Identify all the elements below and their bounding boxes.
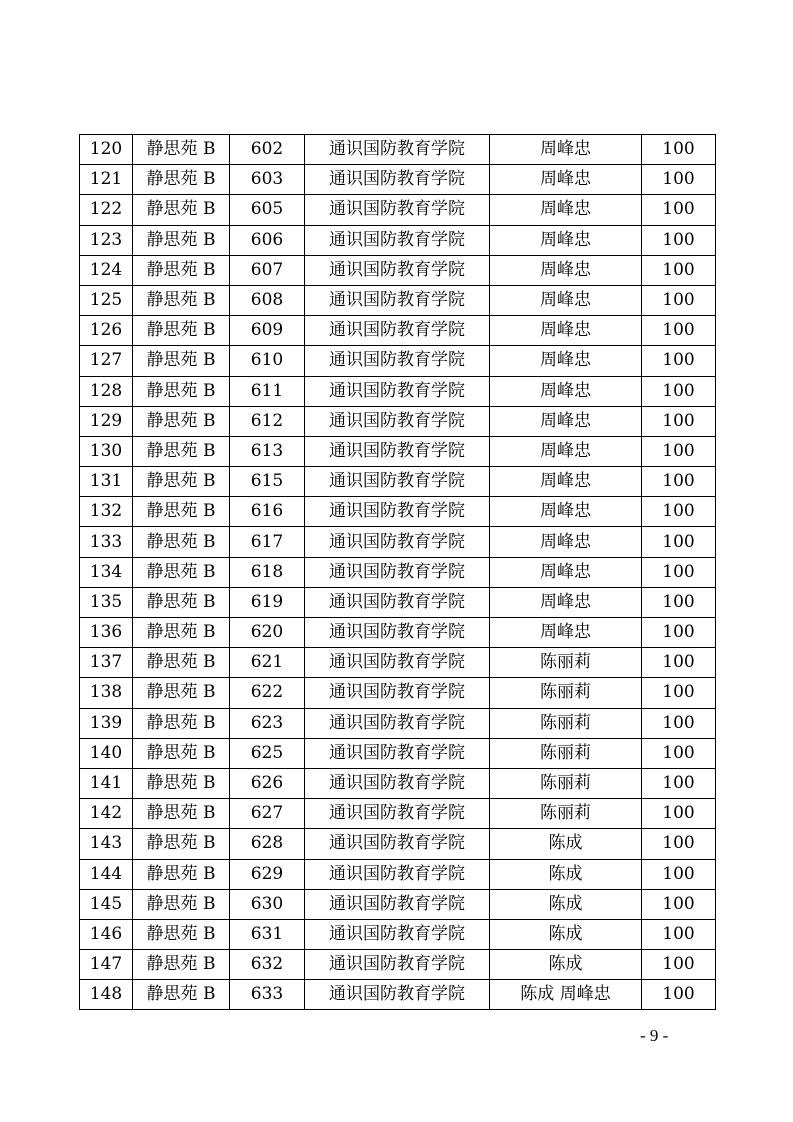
score-cell: 100 (642, 255, 716, 285)
person-cell: 周峰忠 (490, 436, 642, 466)
score-cell: 100 (642, 497, 716, 527)
table-row (80, 919, 716, 949)
row-number-cell: 134 (80, 557, 133, 587)
building-cell: 静思苑 B (133, 829, 230, 859)
person-cell: 陈丽莉 (490, 708, 642, 738)
person-cell: 陈丽莉 (490, 738, 642, 768)
row-number-cell: 124 (80, 255, 133, 285)
college-cell: 通识国防教育学院 (305, 557, 490, 587)
room-number-cell: 609 (230, 316, 305, 346)
building-cell: 静思苑 B (133, 346, 230, 376)
building-cell: 静思苑 B (133, 527, 230, 557)
person-cell: 周峰忠 (490, 316, 642, 346)
room-number-cell: 627 (230, 799, 305, 829)
score-cell: 100 (642, 950, 716, 980)
building-cell: 静思苑 B (133, 557, 230, 587)
table-row (80, 678, 716, 708)
table-row (80, 406, 716, 436)
table-row (80, 195, 716, 225)
row-number-cell: 120 (80, 135, 133, 165)
person-cell: 陈成 (490, 889, 642, 919)
room-number-cell: 633 (230, 980, 305, 1010)
room-number-cell: 606 (230, 225, 305, 255)
room-number-cell: 621 (230, 648, 305, 678)
college-cell: 通识国防教育学院 (305, 527, 490, 557)
row-number-cell: 132 (80, 497, 133, 527)
score-cell: 100 (642, 557, 716, 587)
building-cell: 静思苑 B (133, 648, 230, 678)
row-number-cell: 148 (80, 980, 133, 1010)
building-cell: 静思苑 B (133, 316, 230, 346)
building-cell: 静思苑 B (133, 889, 230, 919)
score-cell: 100 (642, 527, 716, 557)
college-cell: 通识国防教育学院 (305, 436, 490, 466)
score-cell: 100 (642, 980, 716, 1010)
building-cell: 静思苑 B (133, 738, 230, 768)
person-cell: 周峰忠 (490, 255, 642, 285)
college-cell: 通识国防教育学院 (305, 135, 490, 165)
college-cell: 通识国防教育学院 (305, 919, 490, 949)
person-cell: 陈成 周峰忠 (490, 980, 642, 1010)
college-cell: 通识国防教育学院 (305, 195, 490, 225)
row-number-cell: 144 (80, 859, 133, 889)
room-number-cell: 623 (230, 708, 305, 738)
building-cell: 静思苑 B (133, 587, 230, 617)
college-cell: 通识国防教育学院 (305, 799, 490, 829)
person-cell: 周峰忠 (490, 195, 642, 225)
score-cell: 100 (642, 346, 716, 376)
room-number-cell: 607 (230, 255, 305, 285)
room-number-cell: 630 (230, 889, 305, 919)
table-row (80, 557, 716, 587)
room-number-cell: 618 (230, 557, 305, 587)
score-cell: 100 (642, 195, 716, 225)
room-number-cell: 602 (230, 135, 305, 165)
score-cell: 100 (642, 648, 716, 678)
table-row (80, 527, 716, 557)
building-cell: 静思苑 B (133, 799, 230, 829)
table-row (80, 980, 716, 1010)
score-cell: 100 (642, 376, 716, 406)
college-cell: 通识国防教育学院 (305, 980, 490, 1010)
college-cell: 通识国防教育学院 (305, 316, 490, 346)
room-number-cell: 617 (230, 527, 305, 557)
building-cell: 静思苑 B (133, 708, 230, 738)
room-number-cell: 626 (230, 768, 305, 798)
table-row (80, 285, 716, 315)
room-number-cell: 625 (230, 738, 305, 768)
table-row (80, 618, 716, 648)
score-cell: 100 (642, 708, 716, 738)
table-row (80, 135, 716, 165)
college-cell: 通识国防教育学院 (305, 406, 490, 436)
college-cell: 通识国防教育学院 (305, 346, 490, 376)
building-cell: 静思苑 B (133, 497, 230, 527)
row-number-cell: 143 (80, 829, 133, 859)
college-cell: 通识国防教育学院 (305, 618, 490, 648)
building-cell: 静思苑 B (133, 285, 230, 315)
person-cell: 陈成 (490, 829, 642, 859)
building-cell: 静思苑 B (133, 255, 230, 285)
college-cell: 通识国防教育学院 (305, 587, 490, 617)
score-cell: 100 (642, 135, 716, 165)
table-row (80, 768, 716, 798)
row-number-cell: 130 (80, 436, 133, 466)
score-cell: 100 (642, 919, 716, 949)
person-cell: 陈成 (490, 859, 642, 889)
room-number-cell: 608 (230, 285, 305, 315)
table-row (80, 497, 716, 527)
row-number-cell: 123 (80, 225, 133, 255)
college-cell: 通识国防教育学院 (305, 708, 490, 738)
building-cell: 静思苑 B (133, 406, 230, 436)
building-cell: 静思苑 B (133, 859, 230, 889)
person-cell: 周峰忠 (490, 497, 642, 527)
person-cell: 周峰忠 (490, 406, 642, 436)
room-number-cell: 610 (230, 346, 305, 376)
row-number-cell: 145 (80, 889, 133, 919)
row-number-cell: 141 (80, 768, 133, 798)
college-cell: 通识国防教育学院 (305, 255, 490, 285)
college-cell: 通识国防教育学院 (305, 648, 490, 678)
person-cell: 周峰忠 (490, 346, 642, 376)
room-number-cell: 603 (230, 165, 305, 195)
score-cell: 100 (642, 587, 716, 617)
room-number-cell: 615 (230, 467, 305, 497)
score-cell: 100 (642, 738, 716, 768)
college-cell: 通识国防教育学院 (305, 859, 490, 889)
score-cell: 100 (642, 467, 716, 497)
row-number-cell: 128 (80, 376, 133, 406)
row-number-cell: 127 (80, 346, 133, 376)
building-cell: 静思苑 B (133, 135, 230, 165)
building-cell: 静思苑 B (133, 195, 230, 225)
table-row (80, 225, 716, 255)
person-cell: 陈丽莉 (490, 799, 642, 829)
person-cell: 陈成 (490, 919, 642, 949)
building-cell: 静思苑 B (133, 436, 230, 466)
row-number-cell: 146 (80, 919, 133, 949)
score-cell: 100 (642, 436, 716, 466)
table-row (80, 376, 716, 406)
row-number-cell: 137 (80, 648, 133, 678)
college-cell: 通识国防教育学院 (305, 829, 490, 859)
building-cell: 静思苑 B (133, 165, 230, 195)
table-row (80, 346, 716, 376)
table-row (80, 587, 716, 617)
score-cell: 100 (642, 799, 716, 829)
building-cell: 静思苑 B (133, 950, 230, 980)
building-cell: 静思苑 B (133, 678, 230, 708)
person-cell: 周峰忠 (490, 587, 642, 617)
score-cell: 100 (642, 285, 716, 315)
college-cell: 通识国防教育学院 (305, 738, 490, 768)
row-number-cell: 139 (80, 708, 133, 738)
person-cell: 陈成 (490, 950, 642, 980)
score-cell: 100 (642, 829, 716, 859)
row-number-cell: 147 (80, 950, 133, 980)
room-number-cell: 632 (230, 950, 305, 980)
person-cell: 陈丽莉 (490, 768, 642, 798)
room-number-cell: 613 (230, 436, 305, 466)
table-row (80, 316, 716, 346)
person-cell: 陈丽莉 (490, 678, 642, 708)
room-number-cell: 616 (230, 497, 305, 527)
table-row (80, 436, 716, 466)
college-cell: 通识国防教育学院 (305, 165, 490, 195)
score-cell: 100 (642, 859, 716, 889)
table-row (80, 889, 716, 919)
room-number-cell: 620 (230, 618, 305, 648)
table-row (80, 165, 716, 195)
row-number-cell: 126 (80, 316, 133, 346)
score-cell: 100 (642, 316, 716, 346)
building-cell: 静思苑 B (133, 980, 230, 1010)
building-cell: 静思苑 B (133, 618, 230, 648)
score-cell: 100 (642, 678, 716, 708)
person-cell: 周峰忠 (490, 557, 642, 587)
college-cell: 通识国防教育学院 (305, 678, 490, 708)
score-cell: 100 (642, 768, 716, 798)
person-cell: 周峰忠 (490, 527, 642, 557)
college-cell: 通识国防教育学院 (305, 467, 490, 497)
person-cell: 陈丽莉 (490, 648, 642, 678)
person-cell: 周峰忠 (490, 285, 642, 315)
score-cell: 100 (642, 618, 716, 648)
table-row (80, 255, 716, 285)
building-cell: 静思苑 B (133, 467, 230, 497)
row-number-cell: 125 (80, 285, 133, 315)
score-cell: 100 (642, 225, 716, 255)
person-cell: 周峰忠 (490, 618, 642, 648)
building-cell: 静思苑 B (133, 768, 230, 798)
row-number-cell: 131 (80, 467, 133, 497)
building-cell: 静思苑 B (133, 225, 230, 255)
room-number-cell: 622 (230, 678, 305, 708)
college-cell: 通识国防教育学院 (305, 497, 490, 527)
person-cell: 周峰忠 (490, 165, 642, 195)
room-number-cell: 605 (230, 195, 305, 225)
score-cell: 100 (642, 889, 716, 919)
college-cell: 通识国防教育学院 (305, 285, 490, 315)
room-number-cell: 628 (230, 829, 305, 859)
table-body (80, 135, 716, 1010)
college-cell: 通识国防教育学院 (305, 950, 490, 980)
person-cell: 周峰忠 (490, 225, 642, 255)
row-number-cell: 122 (80, 195, 133, 225)
college-cell: 通识国防教育学院 (305, 889, 490, 919)
college-cell: 通识国防教育学院 (305, 225, 490, 255)
row-number-cell: 138 (80, 678, 133, 708)
score-cell: 100 (642, 406, 716, 436)
row-number-cell: 133 (80, 527, 133, 557)
room-number-cell: 612 (230, 406, 305, 436)
room-number-cell: 611 (230, 376, 305, 406)
table-row (80, 829, 716, 859)
table-row (80, 708, 716, 738)
building-cell: 静思苑 B (133, 919, 230, 949)
table-row (80, 859, 716, 889)
room-number-cell: 629 (230, 859, 305, 889)
row-number-cell: 121 (80, 165, 133, 195)
building-cell: 静思苑 B (133, 376, 230, 406)
table-row (80, 648, 716, 678)
college-cell: 通识国防教育学院 (305, 376, 490, 406)
person-cell: 周峰忠 (490, 135, 642, 165)
table-row (80, 738, 716, 768)
table-row (80, 467, 716, 497)
row-number-cell: 136 (80, 618, 133, 648)
dormitory-table (79, 134, 716, 1010)
person-cell: 周峰忠 (490, 467, 642, 497)
page-number: - 9 - (640, 1026, 669, 1045)
score-cell: 100 (642, 165, 716, 195)
room-number-cell: 619 (230, 587, 305, 617)
college-cell: 通识国防教育学院 (305, 768, 490, 798)
row-number-cell: 142 (80, 799, 133, 829)
row-number-cell: 140 (80, 738, 133, 768)
table-row (80, 950, 716, 980)
person-cell: 周峰忠 (490, 376, 642, 406)
row-number-cell: 129 (80, 406, 133, 436)
row-number-cell: 135 (80, 587, 133, 617)
table-row (80, 799, 716, 829)
room-number-cell: 631 (230, 919, 305, 949)
